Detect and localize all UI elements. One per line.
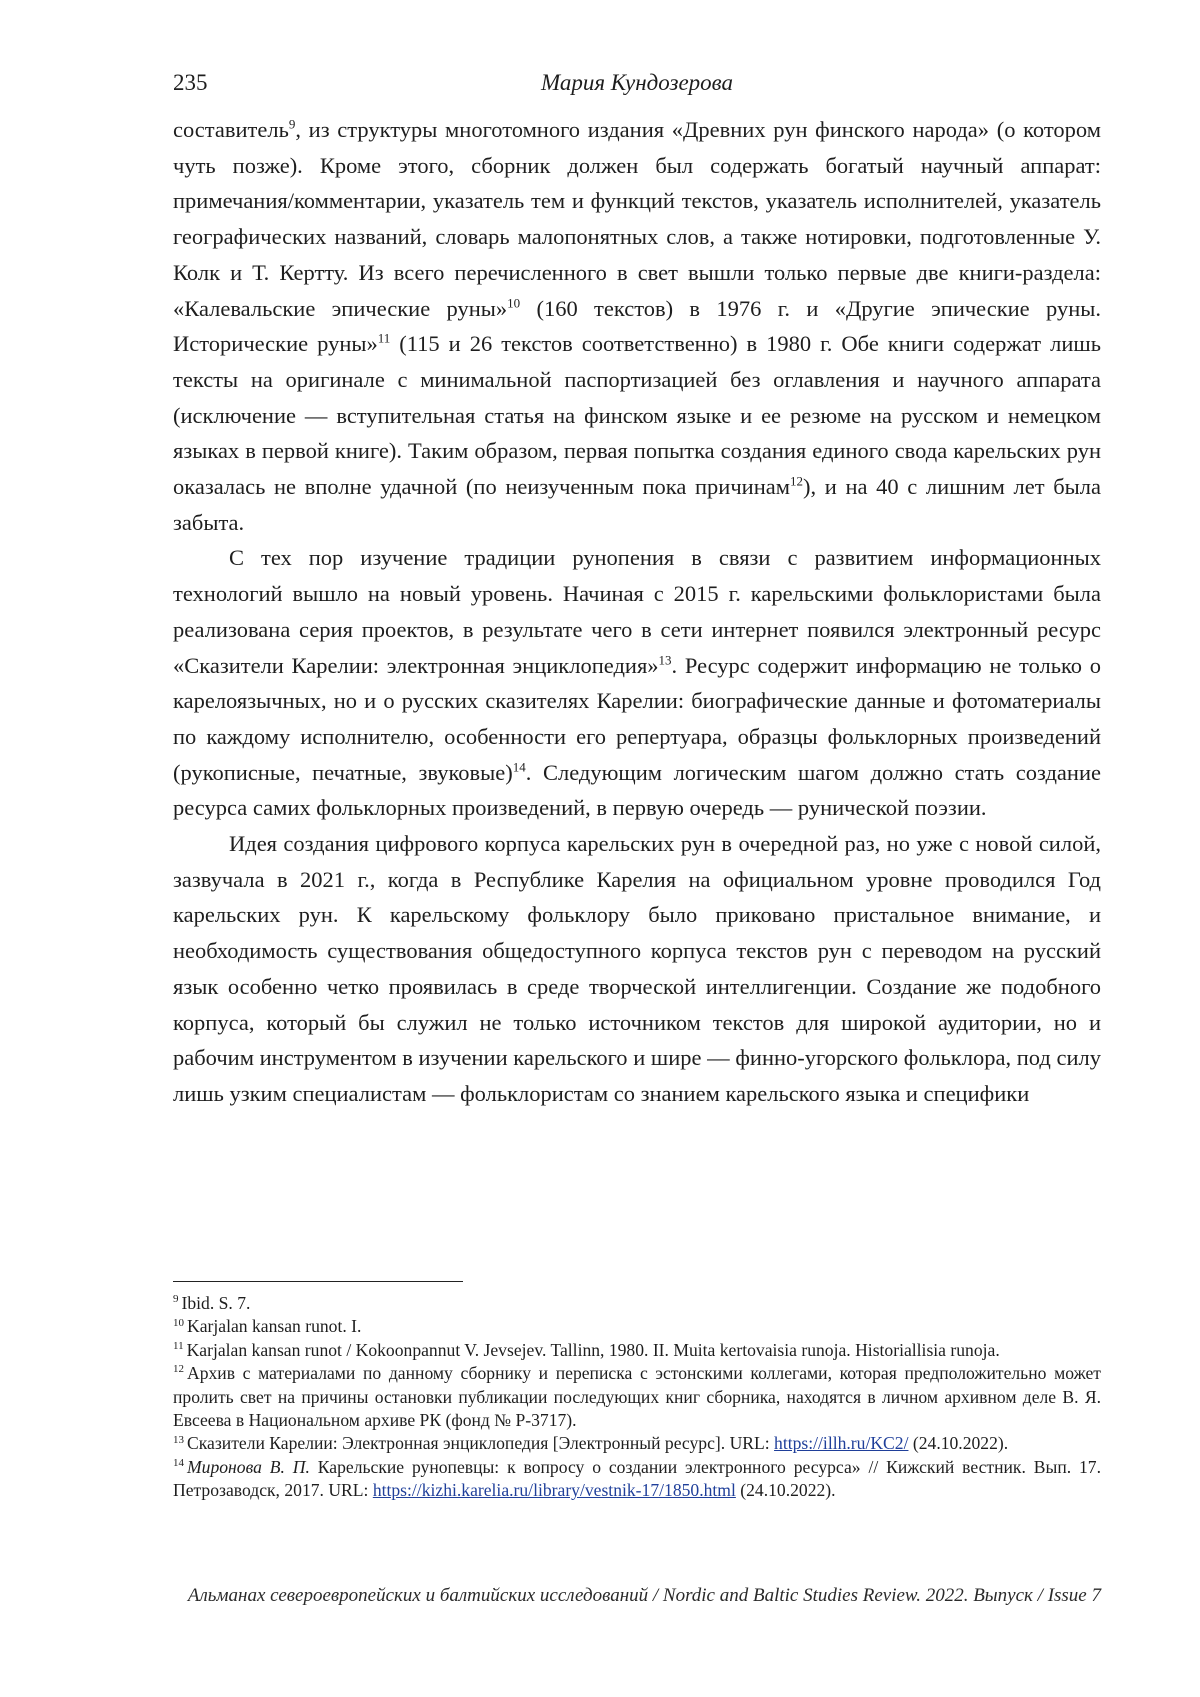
body-paragraph bbox=[173, 540, 1101, 826]
footnote-separator bbox=[173, 1281, 463, 1282]
text-run: Karjalan kansan runot / Kokoonpannut V. Jevsejev. Tallinn, 1980. II. Muita kertovaisia runoja. Historiallisia runoja. bbox=[186, 1339, 1000, 1360]
footnote-number: 9 bbox=[173, 1293, 179, 1306]
body-paragraph bbox=[173, 112, 1101, 540]
text-run: Сказители Карелии: Электронная энциклопедия [Электронный ресурс]. URL: bbox=[187, 1433, 775, 1454]
footnote-reference[interactable]: 14 bbox=[512, 759, 526, 775]
url-link[interactable]: https://kizhi.karelia.ru/library/vestnik-17/1850.html bbox=[372, 1480, 736, 1501]
text-run: (160 текстов) в 1976 г. и «Другие эпические руны. Исторические руны» bbox=[173, 295, 1101, 357]
footnote-item bbox=[173, 1362, 1101, 1432]
footnote-number: 13 bbox=[173, 1433, 184, 1446]
footnote-item bbox=[173, 1339, 1101, 1362]
text-run: (115 и 26 текстов соответственно) в 1980 г. Обе книги содержат лишь тексты на оригинале с минимальной паспортизацией без оглавления и научного аппарата (исключение — вступительная статья на финском языке и ее резюме на русском и немецком языках в первой книге). Таким образом, первая попытка создания единого свода карельских рун оказалась не вполне удачной (по неизученным пока причинам bbox=[173, 331, 1101, 500]
footnote-number: 14 bbox=[173, 1456, 184, 1469]
footnote-reference[interactable]: 9 bbox=[288, 116, 296, 132]
footnote-item bbox=[173, 1292, 1101, 1315]
journal-footer: Альманах североевропейских и балтийских исследований / Nordic and Baltic Studies Review. 2022. Выпуск / Issue 7 bbox=[187, 1585, 1101, 1606]
main-body-text bbox=[173, 112, 1101, 1112]
text-run: Карельские рунопевцы: к вопросу о создании электронного ресурса» // Кижский вестник. Вып. 17. Петрозаводск, 2017. URL: bbox=[173, 1456, 1102, 1501]
page-header bbox=[173, 70, 1101, 106]
running-head-author: Мария Кундозерова bbox=[540, 70, 734, 95]
footnotes bbox=[173, 1292, 1101, 1503]
page-number: 235 bbox=[173, 70, 208, 95]
footnote-reference[interactable]: 12 bbox=[789, 473, 803, 489]
text-run: . Следующим логическим шагом должно стать создание ресурса самих фольклорных произведений, в первую очередь — рунической поэзии. bbox=[173, 759, 1101, 821]
footnote-number: 10 bbox=[173, 1316, 184, 1329]
footnote-item bbox=[173, 1432, 1101, 1455]
footnote-item bbox=[173, 1315, 1101, 1338]
author-name-italic: Миронова В. П. bbox=[187, 1456, 310, 1477]
text-run: Karjalan kansan runot. I. bbox=[187, 1316, 362, 1337]
footnote-number: 11 bbox=[173, 1339, 184, 1352]
footnote-reference[interactable]: 13 bbox=[658, 652, 672, 668]
text-run: , из структуры многотомного издания «Древних рун финского народа» (о котором чуть позже). Кроме этого, сборник должен был содержать богатый научный аппарат: примечания/комментарии, указатель тем и функций текстов, указатель исполнителей, указатель географических названий, словарь малопонятных слов, а также нотировки, подготовленные У. Колк и Т. Кертту. Из всего перечисленного в свет вышли только первые две книги-раздела: «Калевальские эпические руны» bbox=[173, 117, 1101, 321]
footnote-reference[interactable]: 11 bbox=[377, 330, 391, 346]
footnote-item bbox=[173, 1456, 1101, 1503]
text-run: Архив с материалами по данному сборнику и переписка с эстонскими коллегами, которая предположительно может пролить свет на причины остановки публикации последующих книг сборника, находятся в личном архивном деле В. Я. Евсеева в Национальном архиве РК (фонд № Р-3717). bbox=[173, 1363, 1101, 1431]
text-run: (24.10.2022). bbox=[735, 1480, 836, 1501]
text-run: ), и на 40 с лишним лет была забыта. bbox=[173, 474, 1101, 535]
text-run: Ibid. S. 7. bbox=[181, 1293, 251, 1313]
footnote-reference[interactable]: 10 bbox=[507, 295, 521, 311]
text-run: . Ресурс содержит информацию не только о карелоязычных, но и о русских сказителях Карелии: биографические данные и фотоматериалы по каждому исполнителю, особенности его репертуара, образцы фольклорных произведений (рукописные, печатные, звуковые) bbox=[173, 652, 1101, 785]
text-run: С тех пор изучение традиции рунопения в связи с развитием информационных технологий вышло на новый уровень. Начиная с 2015 г. карельскими фольклористами была реализована серия проектов, в результате чего в сети интернет появился электронный ресурс «Сказители Карелии: электронная энциклопедия» bbox=[173, 545, 1101, 678]
footnote-number: 12 bbox=[173, 1363, 184, 1376]
url-link[interactable]: https://illh.ru/KC2/ bbox=[774, 1433, 909, 1454]
body-paragraph bbox=[173, 826, 1101, 1112]
text-run: Идея создания цифрового корпуса карельских рун в очередной раз, но уже с новой силой, зазвучала в 2021 г., когда в Республике Карелия на официальном уровне проводился Год карельских рун. К карельскому фольклору было приковано пристальное внимание, и необходимость существования общедоступного корпуса текстов рун с переводом на русский язык особенно четко проявилась в среде творческой интеллигенции. Создание же подобного корпуса, который бы служил не только источником текстов для широкой аудитории, но и рабочим инструментом в изучении карельского и шире — финно-угорского фольклора, под силу лишь узким специалистам — фольклористам со знанием карельского языка и специфики bbox=[173, 831, 1101, 1106]
text-run: составитель bbox=[173, 117, 289, 142]
text-run: (24.10.2022). bbox=[908, 1433, 1009, 1454]
